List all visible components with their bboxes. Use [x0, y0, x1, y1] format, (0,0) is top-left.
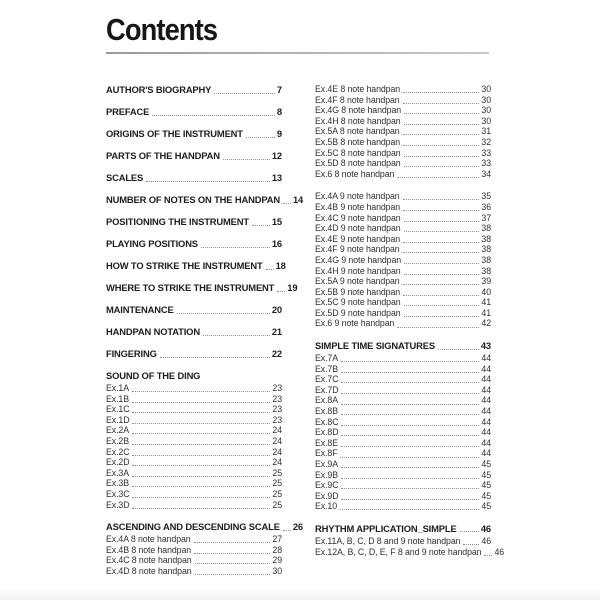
- toc-page-number: 32: [481, 136, 491, 147]
- toc-columns: [106, 84, 505, 577]
- toc-page-number: 38: [481, 254, 491, 265]
- toc-item: [315, 202, 491, 213]
- dot-leader: [160, 357, 270, 358]
- toc-item: [315, 169, 491, 180]
- toc-item: [315, 385, 491, 396]
- toc-entry-label: Ex.2B: [106, 435, 129, 446]
- dot-leader: [283, 530, 291, 531]
- toc-page-number: 37: [481, 212, 491, 223]
- toc-entry-label: Ex.4G 8 note handpan: [315, 105, 402, 116]
- dot-leader: [341, 425, 479, 426]
- toc-entry-label: Ex.4A 8 note handpan: [106, 534, 191, 545]
- dot-leader: [404, 231, 480, 232]
- toc-entry-label: Ex.3A: [106, 467, 129, 478]
- toc-item: [315, 158, 491, 169]
- toc-item: [315, 374, 491, 385]
- toc-item: [315, 459, 491, 470]
- toc-item: [315, 105, 491, 116]
- dot-leader: [132, 465, 270, 466]
- toc-entry-label: Ex.1C: [106, 404, 130, 415]
- dot-leader: [341, 499, 479, 500]
- toc-item: [315, 491, 491, 502]
- toc-item: [315, 406, 491, 417]
- dot-leader: [132, 508, 270, 509]
- toc-entry-label: Ex.5D 9 note handpan: [315, 307, 401, 318]
- toc-section: [106, 304, 282, 315]
- toc-column-right: [315, 84, 505, 577]
- toc-page-number: 41: [481, 307, 491, 318]
- toc-page-number: 44: [481, 353, 491, 364]
- dot-leader: [132, 455, 270, 456]
- dot-leader: [266, 269, 274, 270]
- toc-item: [315, 318, 491, 329]
- toc-section: [106, 260, 286, 271]
- toc-page-number: 24: [272, 435, 282, 446]
- toc-page-number: 30: [272, 565, 282, 576]
- dot-leader: [341, 478, 479, 479]
- toc-page-number: 43: [480, 340, 491, 352]
- toc-entry-label: POSITIONING THE INSTRUMENT: [106, 216, 249, 227]
- toc-page-number: 16: [271, 238, 282, 249]
- toc-entry-label: HOW TO STRIKE THE INSTRUMENT: [106, 260, 263, 271]
- toc-entry-label: Ex.4H 8 note handpan: [315, 115, 401, 126]
- dot-leader: [403, 210, 479, 211]
- toc-page-number: 45: [481, 469, 491, 480]
- toc-page-number: 30: [481, 105, 491, 116]
- toc-entry-label: Ex.8F: [315, 448, 338, 459]
- toc-page-number: 23: [272, 383, 282, 393]
- toc-entry-label: ASCENDING AND DESCENDING SCALE: [106, 521, 280, 533]
- toc-entry-label: Ex.4C 8 note handpan: [106, 555, 192, 566]
- toc-page-number: 44: [481, 363, 491, 374]
- dot-leader: [341, 393, 479, 394]
- dot-leader: [195, 563, 271, 564]
- toc-page-number: 15: [271, 216, 282, 227]
- toc-entry-label: Ex.1A: [106, 383, 129, 393]
- toc-item: [106, 468, 282, 479]
- dot-leader: [252, 225, 270, 226]
- toc-entry-label: Ex.8D: [315, 427, 339, 438]
- dot-leader: [460, 531, 479, 532]
- dot-leader: [283, 203, 291, 204]
- toc-entry-label: Ex.8B: [315, 406, 338, 417]
- toc-section: [106, 238, 282, 249]
- dot-leader: [397, 177, 479, 178]
- toc-page-number: 25: [272, 499, 282, 510]
- toc-entry-label: Ex.3C: [106, 488, 130, 499]
- dot-leader: [404, 156, 480, 157]
- toc-item: [315, 536, 491, 547]
- dot-leader: [277, 291, 285, 292]
- toc-page-number: 29: [272, 555, 282, 566]
- toc-page-number: 30: [481, 84, 491, 94]
- dot-leader: [404, 316, 480, 317]
- toc-item: [106, 404, 282, 415]
- toc-entry-label: WHERE TO STRIKE THE INSTRUMENT: [106, 282, 275, 293]
- dot-leader: [340, 509, 479, 510]
- toc-item: [315, 191, 491, 202]
- dot-leader: [341, 382, 479, 383]
- dot-leader: [341, 488, 479, 489]
- toc-page-number: 30: [481, 115, 491, 126]
- toc-entry-label: Ex.4A 9 note handpan: [315, 191, 400, 202]
- toc-page-number: 45: [481, 480, 491, 491]
- toc-page-number: 23: [272, 393, 282, 404]
- toc-page-number: 24: [272, 446, 282, 457]
- dot-leader: [132, 486, 270, 487]
- toc-page-number: 8: [276, 106, 282, 117]
- toc-entry-label: Ex.4H 9 note handpan: [315, 265, 401, 276]
- dot-leader: [214, 93, 275, 94]
- toc-page-number: 44: [481, 406, 491, 417]
- toc-section: [106, 106, 282, 117]
- toc-entry-label: Ex.5B 9 note handpan: [315, 286, 401, 297]
- dot-leader: [341, 467, 479, 468]
- toc-page-number: 23: [272, 404, 282, 415]
- dot-leader: [132, 402, 270, 403]
- toc-page-number: 39: [481, 276, 491, 287]
- toc-item: [315, 427, 491, 438]
- toc-item: [315, 148, 491, 159]
- toc-page-number: 14: [292, 194, 304, 205]
- toc-page-number: 33: [481, 147, 491, 158]
- title-rule: [106, 52, 489, 54]
- toc-entry-label: Ex.4D 8 note handpan: [106, 565, 192, 576]
- dot-leader: [201, 247, 270, 248]
- toc-item: [315, 84, 491, 95]
- dot-leader: [404, 221, 480, 222]
- dot-leader: [403, 252, 480, 253]
- dot-leader: [341, 414, 479, 415]
- toc-item: [106, 457, 282, 468]
- dot-leader: [132, 423, 270, 424]
- dot-leader: [404, 113, 479, 114]
- dot-leader: [132, 391, 270, 392]
- toc-item: [315, 276, 491, 287]
- toc-item: [106, 383, 282, 394]
- dot-leader: [177, 313, 270, 314]
- toc-entry-label: Ex.1D: [106, 414, 130, 425]
- dot-leader: [403, 284, 480, 285]
- toc-entry-label: Ex.7D: [315, 384, 339, 395]
- toc-page-number: 46: [494, 546, 505, 557]
- toc-entry-label: Ex.5A 8 note handpan: [315, 126, 400, 137]
- dot-leader: [484, 555, 492, 556]
- toc-item: [106, 566, 282, 577]
- toc-page-number: 44: [481, 384, 491, 395]
- toc-item: [315, 244, 491, 255]
- toc-page-number: 31: [481, 126, 491, 137]
- toc-page-number: 9: [276, 128, 282, 139]
- dot-leader: [146, 181, 270, 182]
- toc-item: [106, 425, 282, 436]
- toc-entry-label: SIMPLE TIME SIGNATURES: [315, 340, 435, 352]
- toc-item: [315, 213, 491, 224]
- dot-leader: [340, 457, 479, 458]
- dot-leader: [132, 412, 270, 413]
- dot-leader: [194, 553, 270, 554]
- toc-page-number: 40: [481, 286, 491, 297]
- toc-section: [106, 150, 282, 161]
- dot-leader: [341, 446, 479, 447]
- dot-leader: [403, 199, 480, 200]
- toc-page-number: 20: [271, 304, 282, 315]
- toc-page-number: 18: [275, 260, 286, 271]
- toc-item: [315, 287, 491, 298]
- toc-item: [106, 555, 282, 566]
- toc-entry-label: AUTHOR'S BIOGRAPHY: [106, 84, 212, 95]
- toc-item: [106, 436, 282, 447]
- toc-page-number: 23: [272, 414, 282, 425]
- dot-leader: [404, 166, 480, 167]
- toc-entry-label: SOUND OF THE DING: [106, 370, 201, 381]
- dot-leader: [403, 242, 479, 243]
- toc-page-number: 26: [292, 521, 303, 533]
- toc-entry-label: Ex.6 9 note handpan: [315, 318, 395, 329]
- toc-section: [106, 326, 282, 337]
- toc-entry-label: Ex.5C 9 note handpan: [315, 297, 401, 308]
- dot-leader: [341, 361, 479, 362]
- toc-entry-label: Ex.2A: [106, 425, 129, 436]
- toc-entry-label: Ex.4F 8 note handpan: [315, 94, 400, 105]
- toc-entry-label: Ex.12A, B, C, D, E, F 8 and 9 note handpan: [315, 546, 482, 557]
- toc-item: [315, 417, 491, 428]
- toc-page-number: 28: [272, 544, 282, 555]
- dot-leader: [463, 544, 479, 545]
- dot-leader: [341, 435, 479, 436]
- dot-leader: [246, 137, 275, 138]
- dot-leader: [438, 349, 479, 350]
- toc-page-number: 21: [271, 326, 282, 337]
- toc-entry-label: Ex.4G 9 note handpan: [315, 254, 402, 265]
- toc-item: [106, 447, 282, 458]
- toc-page-number: 25: [272, 488, 282, 499]
- dot-leader: [403, 103, 480, 104]
- dot-leader: [194, 542, 271, 543]
- toc-page-number: 45: [481, 490, 491, 501]
- toc-entry-label: Ex.10: [315, 501, 337, 512]
- dot-leader: [341, 404, 479, 405]
- toc-page-number: 45: [481, 501, 491, 512]
- toc-section: [106, 370, 282, 381]
- toc-entry-label: Ex.9D: [315, 490, 339, 501]
- toc-section: [106, 172, 282, 183]
- toc-section: [106, 84, 282, 95]
- toc-page-number: 44: [481, 374, 491, 385]
- toc-page-number: 38: [481, 265, 491, 276]
- toc-entry-label: HANDPAN NOTATION: [106, 326, 200, 337]
- toc-item: [315, 137, 491, 148]
- toc-entry-label: Ex.7B: [315, 363, 338, 374]
- toc-item: [315, 480, 491, 491]
- toc-entry-label: Ex.9A: [315, 459, 338, 469]
- toc-item: [106, 545, 282, 556]
- toc-item: [106, 500, 282, 511]
- toc-entry-label: Ex.4D 9 note handpan: [315, 223, 401, 234]
- toc-entry-label: ORIGINS OF THE INSTRUMENT: [106, 128, 243, 139]
- toc-entry-label: Ex.8A: [315, 395, 338, 406]
- toc-section: [106, 348, 282, 359]
- toc-page-number: 44: [481, 427, 491, 438]
- toc-item: [315, 448, 491, 459]
- toc-entry-label: Ex.7C: [315, 374, 339, 385]
- dot-leader: [403, 295, 479, 296]
- toc-entry-label: Ex.1B: [106, 393, 129, 404]
- toc-page-number: 24: [272, 425, 282, 436]
- toc-page-number: 44: [481, 395, 491, 406]
- toc-page-number: 38: [481, 233, 491, 244]
- toc-page-number: 38: [481, 244, 491, 255]
- toc-section: [106, 128, 282, 139]
- toc-item: [315, 364, 491, 375]
- dot-leader: [132, 476, 270, 477]
- toc-page-number: 46: [481, 535, 491, 546]
- toc-page-number: 22: [271, 348, 282, 359]
- toc-item: [106, 489, 282, 500]
- toc-page-number: 44: [481, 416, 491, 427]
- dot-leader: [132, 497, 270, 498]
- dot-leader: [223, 159, 270, 160]
- toc-page-number: 45: [481, 459, 491, 469]
- toc-entry-label: Ex.5A 9 note handpan: [315, 276, 400, 287]
- toc-item: [315, 438, 491, 449]
- toc-item: [315, 546, 505, 558]
- toc-entry-label: Ex.3D: [106, 499, 130, 510]
- toc-section: [106, 194, 304, 205]
- toc-page-number: 12: [271, 150, 282, 161]
- toc-entry-label: Ex.9B: [315, 469, 338, 480]
- toc-page-number: 13: [271, 172, 282, 183]
- toc-page-number: 46: [480, 522, 491, 534]
- toc-entry-label: Ex.11A, B, C, D 8 and 9 note handpan: [315, 535, 461, 546]
- toc-entry-label: PARTS OF THE HANDPAN: [106, 150, 220, 161]
- toc-entry-label: PLAYING POSITIONS: [106, 238, 198, 249]
- dot-leader: [341, 372, 479, 373]
- toc-entry-label: Ex.4C 9 note handpan: [315, 212, 401, 223]
- dot-leader: [132, 433, 270, 434]
- toc-entry-label: Ex.8C: [315, 416, 339, 427]
- toc-entry-label: PREFACE: [106, 106, 150, 117]
- toc-page-number: 7: [276, 84, 282, 95]
- toc-column-left: [106, 84, 304, 577]
- toc-entry-label: Ex.5D 8 note handpan: [315, 158, 401, 169]
- toc-page-number: 36: [481, 201, 491, 212]
- dot-leader: [404, 274, 480, 275]
- toc-item: [106, 394, 282, 405]
- toc-page-number: 19: [287, 282, 298, 293]
- toc-entry-label: Ex.7A: [315, 353, 338, 364]
- dot-leader: [195, 574, 271, 575]
- toc-item: [315, 223, 491, 234]
- toc-page-number: 44: [481, 437, 491, 448]
- toc-entry-label: Ex.9C: [315, 480, 339, 491]
- toc-page-number: 34: [481, 168, 491, 179]
- toc-entry-label: Ex.5B 8 note handpan: [315, 136, 401, 147]
- toc-page-number: 44: [481, 448, 491, 459]
- toc-entry-label: Ex.5C 8 note handpan: [315, 147, 401, 158]
- toc-page-number: 41: [481, 297, 491, 308]
- toc-item: [315, 395, 491, 406]
- toc-item: [106, 478, 282, 489]
- dot-leader: [403, 134, 480, 135]
- toc-entry-label: SCALES: [106, 172, 144, 183]
- toc-page-number: 35: [481, 191, 491, 202]
- toc-entry-label: MAINTENANCE: [106, 304, 174, 315]
- toc-entry-label: Ex.4E 9 note handpan: [315, 233, 401, 244]
- toc-item: [315, 255, 491, 266]
- toc-item: [315, 116, 491, 127]
- toc-page-number: 42: [481, 318, 491, 329]
- toc-page-number: 30: [481, 94, 491, 105]
- dot-leader: [404, 305, 480, 306]
- toc-entry-label: Ex.2C: [106, 446, 130, 457]
- toc-section: [106, 521, 303, 533]
- toc-entry-label: Ex.8E: [315, 437, 338, 448]
- toc-item: [315, 501, 491, 512]
- toc-entry-label: Ex.4B 8 note handpan: [106, 544, 192, 555]
- toc-item: [315, 308, 491, 319]
- dot-leader: [403, 145, 479, 146]
- toc-entry-label: Ex.4E 8 note handpan: [315, 84, 401, 94]
- dot-leader: [403, 92, 479, 93]
- dot-leader: [152, 115, 275, 116]
- toc-section: [106, 216, 282, 227]
- toc-entry-label: RHYTHM APPLICATION_SIMPLE: [315, 522, 457, 534]
- toc-page-number: 25: [272, 467, 282, 478]
- toc-section: [315, 523, 491, 534]
- toc-item: [106, 534, 282, 545]
- toc-entry-label: NUMBER OF NOTES ON THE HANDPAN: [106, 194, 280, 205]
- toc-section: [315, 340, 491, 351]
- dot-leader: [404, 124, 480, 125]
- toc-item: [315, 95, 491, 106]
- toc-entry-label: Ex.4F 9 note handpan: [315, 244, 400, 255]
- dot-leader: [132, 444, 270, 445]
- toc-item: [106, 415, 282, 426]
- toc-item: [315, 353, 491, 364]
- toc-entry-label: Ex.4B 9 note handpan: [315, 201, 401, 212]
- toc-entry-label: Ex.2D: [106, 457, 130, 468]
- toc-entry-label: FINGERING: [106, 348, 157, 359]
- toc-item: [315, 297, 491, 308]
- page-title: Contents: [106, 12, 218, 47]
- toc-item: [315, 126, 491, 137]
- toc-section: [106, 282, 298, 293]
- toc-entry-label: Ex.6 8 note handpan: [315, 168, 395, 179]
- dot-leader: [397, 327, 479, 328]
- toc-page-number: 25: [272, 478, 282, 489]
- toc-page-number: 38: [481, 223, 491, 234]
- toc-page-number: 33: [481, 158, 491, 169]
- dot-leader: [404, 263, 479, 264]
- toc-item: [315, 470, 491, 481]
- toc-page-number: 24: [272, 457, 282, 468]
- toc-entry-label: Ex.3B: [106, 478, 129, 489]
- toc-item: [315, 266, 491, 277]
- toc-page-number: 27: [272, 534, 282, 545]
- dot-leader: [203, 335, 270, 336]
- toc-item: [315, 234, 491, 245]
